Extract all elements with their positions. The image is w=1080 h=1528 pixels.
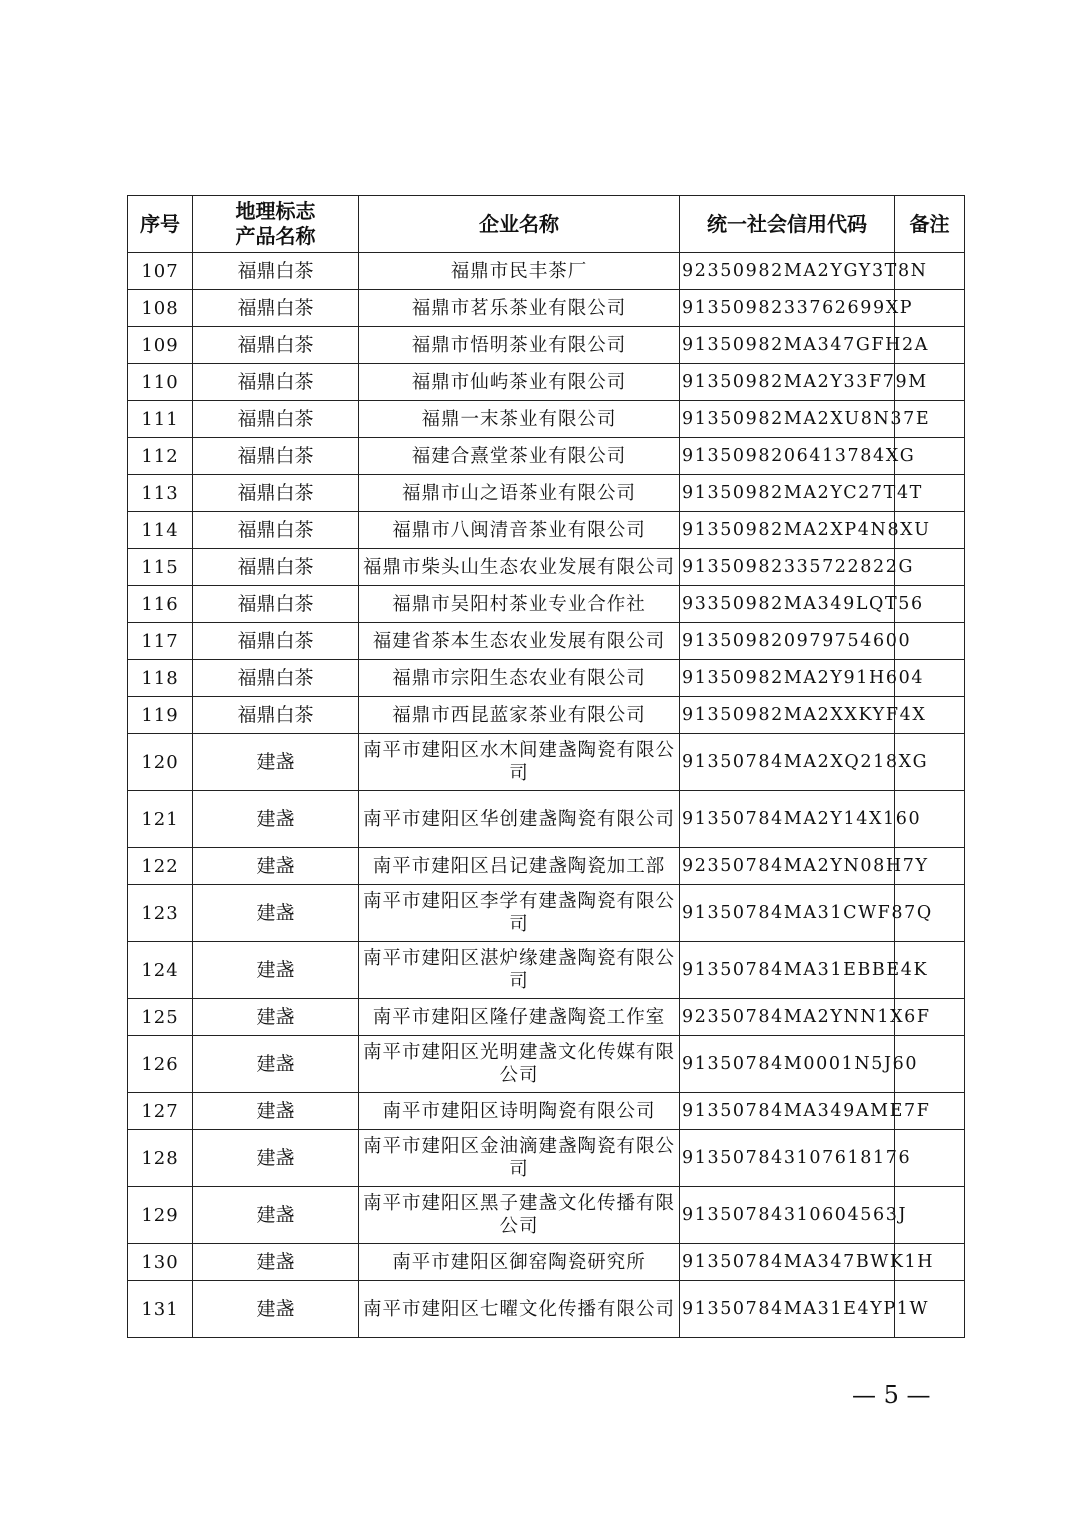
row-company: 南平市建阳区吕记建盏陶瓷加工部 (359, 848, 680, 885)
row-serial: 125 (128, 999, 193, 1036)
table-row (128, 885, 965, 942)
row-credit-code: 91350982MA2Y33F79M (680, 364, 895, 401)
row-serial: 120 (128, 734, 193, 791)
row-credit-code: 91350982MA2XU8N37E (680, 401, 895, 438)
row-company: 福鼎市宗阳生态农业有限公司 (359, 660, 680, 697)
row-credit-code: 91350784MA31CWF87Q (680, 885, 895, 942)
row-product: 建盏 (193, 942, 359, 999)
row-serial: 131 (128, 1281, 193, 1338)
row-company: 南平市建阳区光明建盏文化传媒有限公司 (359, 1036, 680, 1093)
table-row (128, 660, 965, 697)
row-serial: 126 (128, 1036, 193, 1093)
row-credit-code: 91350982MA2YC27T4T (680, 475, 895, 512)
row-product: 建盏 (193, 791, 359, 848)
table-row (128, 364, 965, 401)
row-serial: 107 (128, 253, 193, 290)
row-serial: 116 (128, 586, 193, 623)
table-row (128, 1244, 965, 1281)
header-company: 企业名称 (359, 196, 680, 253)
row-serial: 128 (128, 1130, 193, 1187)
table-row (128, 512, 965, 549)
row-credit-code: 91350784MA347BWK1H (680, 1244, 895, 1281)
row-credit-code: 92350784MA2YN08H7Y (680, 848, 895, 885)
row-company: 南平市建阳区御窑陶瓷研究所 (359, 1244, 680, 1281)
table-row (128, 1281, 965, 1338)
row-company: 南平市建阳区水木间建盏陶瓷有限公司 (359, 734, 680, 791)
row-serial: 114 (128, 512, 193, 549)
row-serial: 127 (128, 1093, 193, 1130)
table-row (128, 586, 965, 623)
table-row (128, 1130, 965, 1187)
table-row (128, 791, 965, 848)
row-credit-code: 91350784M0001N5J60 (680, 1036, 895, 1093)
row-product: 福鼎白茶 (193, 290, 359, 327)
enterprise-table (127, 195, 965, 1338)
row-credit-code: 9135098233762699XP (680, 290, 895, 327)
row-company: 南平市建阳区隆仔建盏陶瓷工作室 (359, 999, 680, 1036)
table-row (128, 942, 965, 999)
row-serial: 115 (128, 549, 193, 586)
row-product: 福鼎白茶 (193, 475, 359, 512)
row-credit-code: 91350784MA2XQ218XG (680, 734, 895, 791)
row-company: 福鼎市西昆蓝家茶业有限公司 (359, 697, 680, 734)
row-serial: 122 (128, 848, 193, 885)
table-row (128, 401, 965, 438)
row-credit-code: 913507843107618176 (680, 1130, 895, 1187)
page-number: — 5 — (852, 1381, 931, 1409)
row-serial: 112 (128, 438, 193, 475)
row-serial: 117 (128, 623, 193, 660)
row-product: 福鼎白茶 (193, 364, 359, 401)
row-product: 建盏 (193, 848, 359, 885)
row-company: 南平市建阳区七曜文化传播有限公司 (359, 1281, 680, 1338)
table-row (128, 697, 965, 734)
row-product: 建盏 (193, 1036, 359, 1093)
row-credit-code: 91350982MA2Y91H604 (680, 660, 895, 697)
row-product: 建盏 (193, 1093, 359, 1130)
table-row (128, 734, 965, 791)
row-product: 建盏 (193, 1130, 359, 1187)
row-credit-code: 91350982MA2XP4N8XU (680, 512, 895, 549)
row-serial: 113 (128, 475, 193, 512)
row-credit-code: 92350784MA2YNN1X6F (680, 999, 895, 1036)
row-credit-code: 91350784MA31E4YP1W (680, 1281, 895, 1338)
row-product: 福鼎白茶 (193, 549, 359, 586)
row-product: 福鼎白茶 (193, 401, 359, 438)
row-credit-code: 91350784MA349AME7F (680, 1093, 895, 1130)
row-company: 南平市建阳区湛炉缘建盏陶瓷有限公司 (359, 942, 680, 999)
row-company: 福鼎市悟明茶业有限公司 (359, 327, 680, 364)
row-credit-code: 93350982MA349LQT56 (680, 586, 895, 623)
row-product: 福鼎白茶 (193, 512, 359, 549)
table-row (128, 1036, 965, 1093)
row-product: 福鼎白茶 (193, 586, 359, 623)
row-company: 福鼎一末茶业有限公司 (359, 401, 680, 438)
row-company: 南平市建阳区李学有建盏陶瓷有限公司 (359, 885, 680, 942)
row-serial: 129 (128, 1187, 193, 1244)
row-serial: 121 (128, 791, 193, 848)
table-row (128, 1093, 965, 1130)
row-company: 南平市建阳区黑子建盏文化传播有限公司 (359, 1187, 680, 1244)
row-credit-code: 9135098206413784XG (680, 438, 895, 475)
row-product: 建盏 (193, 1187, 359, 1244)
table-row (128, 290, 965, 327)
header-product: 地理标志 产品名称 (193, 196, 359, 253)
row-company: 福鼎市山之语茶业有限公司 (359, 475, 680, 512)
row-company: 南平市建阳区金油滴建盏陶瓷有限公司 (359, 1130, 680, 1187)
header-row (128, 196, 965, 253)
row-product: 福鼎白茶 (193, 327, 359, 364)
header-credit-code: 统一社会信用代码 (680, 196, 895, 253)
table-row (128, 438, 965, 475)
row-product: 建盏 (193, 999, 359, 1036)
row-product: 建盏 (193, 734, 359, 791)
row-product: 福鼎白茶 (193, 623, 359, 660)
row-company: 福鼎市民丰茶厂 (359, 253, 680, 290)
row-serial: 124 (128, 942, 193, 999)
table-row (128, 475, 965, 512)
row-company: 福鼎市柴头山生态农业发展有限公司 (359, 549, 680, 586)
table-row (128, 999, 965, 1036)
row-product: 福鼎白茶 (193, 697, 359, 734)
row-product: 福鼎白茶 (193, 438, 359, 475)
row-credit-code: 913509820979754600 (680, 623, 895, 660)
row-serial: 109 (128, 327, 193, 364)
row-serial: 110 (128, 364, 193, 401)
row-product: 建盏 (193, 1244, 359, 1281)
row-credit-code: 91350784MA2Y14X160 (680, 791, 895, 848)
row-product: 建盏 (193, 1281, 359, 1338)
row-company: 福鼎市仙屿茶业有限公司 (359, 364, 680, 401)
row-product: 福鼎白茶 (193, 253, 359, 290)
table-row (128, 623, 965, 660)
row-credit-code: 92350982MA2YGY3T8N (680, 253, 895, 290)
row-product: 福鼎白茶 (193, 660, 359, 697)
header-serial: 序号 (128, 196, 193, 253)
row-company: 福鼎市吴阳村茶业专业合作社 (359, 586, 680, 623)
table-row (128, 549, 965, 586)
row-company: 福建合熹堂茶业有限公司 (359, 438, 680, 475)
row-credit-code: 91350784310604563J (680, 1187, 895, 1244)
table-row (128, 1187, 965, 1244)
row-serial: 130 (128, 1244, 193, 1281)
row-product: 建盏 (193, 885, 359, 942)
row-company: 福鼎市茗乐茶业有限公司 (359, 290, 680, 327)
row-company: 南平市建阳区华创建盏陶瓷有限公司 (359, 791, 680, 848)
row-credit-code: 91350982MA2XXKYF4X (680, 697, 895, 734)
row-credit-code: 91350982335722822G (680, 549, 895, 586)
table-row (128, 253, 965, 290)
table-row (128, 848, 965, 885)
row-serial: 108 (128, 290, 193, 327)
row-serial: 119 (128, 697, 193, 734)
row-serial: 123 (128, 885, 193, 942)
row-credit-code: 91350982MA347GFH2A (680, 327, 895, 364)
row-company: 福建省茶本生态农业发展有限公司 (359, 623, 680, 660)
row-company: 南平市建阳区诗明陶瓷有限公司 (359, 1093, 680, 1130)
row-serial: 118 (128, 660, 193, 697)
table-row (128, 327, 965, 364)
header-note: 备注 (895, 196, 965, 253)
row-serial: 111 (128, 401, 193, 438)
row-company: 福鼎市八闽清音茶业有限公司 (359, 512, 680, 549)
row-credit-code: 91350784MA31EBBE4K (680, 942, 895, 999)
